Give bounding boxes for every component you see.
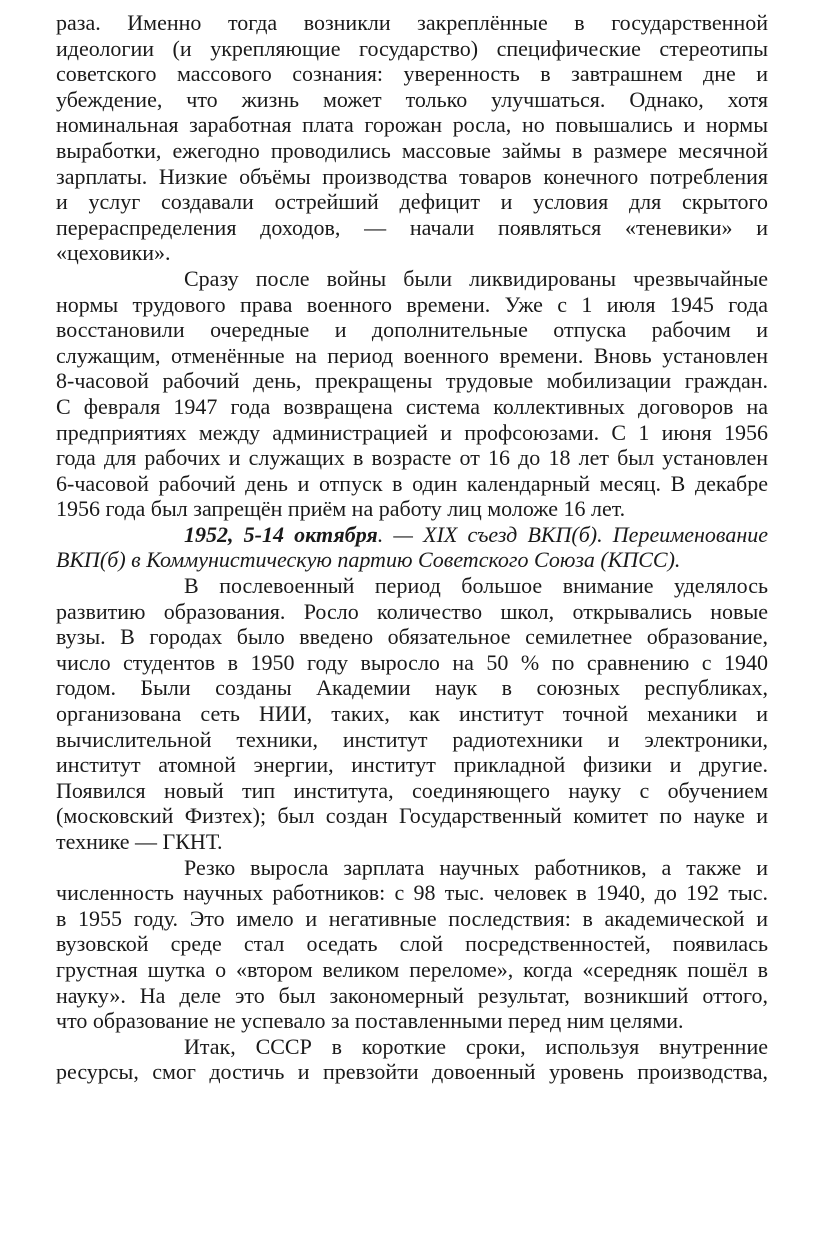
event-line [56,522,768,548]
text-line: зарплаты. Низкие объёмы производства товаров конечного потребления [56,163,768,189]
text-line: организована сеть НИИ, таких, как институт точной механики и [56,701,768,727]
text-line: грустная шутка о «втором великом переломе», когда «середняк пошёл в [56,956,768,982]
text-line: и услуг создавали острейший дефицит и условия для скрытого [56,189,768,215]
text-line: (московский Физтех); был создан Государственный комитет по науке и [56,803,768,829]
text-line: убеждение, что жизнь может только улучшаться. Однако, хотя [56,86,768,112]
text-line: годом. Были созданы Академии наук в союзных республиках, [56,675,768,701]
text-line: восстановили очередные и дополнительные отпуска рабочим и [56,317,768,343]
text-line: С февраля 1947 года возвращена система коллективных договоров на [56,393,768,419]
text-line: Резко выросла зарплата научных работников, а также и [184,854,768,880]
text-line: года для рабочих и служащих в возрасте от 16 до 18 лет был установлен [56,445,768,471]
text-line: Появился новый тип института, соединяющего науку с обучением [56,777,768,803]
text-line: институт атомной энергии, институт прикладной физики и другие. [56,752,768,778]
paragraph-2 [56,266,768,522]
text-line: 1956 года был запрещён приём на работу лиц моложе 16 лет. [56,496,626,522]
text-line: нормы трудового права военного времени. Уже с 1 июля 1945 года [56,291,768,317]
text-line: идеологии (и укрепляющие государство) специфические стереотипы [56,35,768,61]
paragraph-4 [56,573,768,855]
text-line: советского массового сознания: уверенность в завтрашнем дне и [56,61,768,87]
text-line: «цеховики». [56,240,171,266]
paragraph-5 [56,855,768,1034]
text-line: служащим, отменённые на период военного времени. Вновь установлен [56,342,768,368]
text-line: Итак, СССР в короткие сроки, используя внутренние [184,1033,768,1059]
text-line: науку». На деле это был закономерный результат, возникший оттого, [56,982,768,1008]
text-line: развитию образования. Росло количество школ, открывались новые [56,598,768,624]
text-line: численность научных работников: с 98 тыс. человек в 1940, до 192 тыс. [56,880,768,906]
paragraph-1 [56,10,768,266]
text-line: В послевоенный период большое внимание уделялось [184,573,768,599]
text-line: Сразу после войны были ликвидированы чрезвычайные [184,265,768,291]
text-line: 8-часовой рабочий день, прекращены трудовые мобилизации граждан. [56,368,768,394]
text-line: 6-часовой рабочий день и отпуск в один календарный месяц. В декабре [56,470,768,496]
event-paragraph [56,522,768,573]
document-page [56,0,768,1239]
paragraph-6 [56,1034,768,1085]
text-line: предприятиях между администрацией и профсоюзами. С 1 июня 1956 [56,419,768,445]
text-line: вузы. В городах было введено обязательное семилетнее образование, [56,624,768,650]
text-line: что образование не успевало за поставленными перед ним целями. [56,1008,684,1034]
text-line: технике — ГКНТ. [56,829,223,854]
text-line: раза. Именно тогда возникли закреплённые в государственной [56,10,768,35]
text-line: ВКП(б) в Коммунистическую партию Советского Союза (КПСС). [56,547,681,573]
text-line: перераспределения доходов, — начали появляться «теневики» и [56,214,768,240]
text-line: выработки, ежегодно проводились массовые займы в размере месячной [56,137,768,163]
text-line: число студентов в 1950 году выросло на 50 % по сравнению с 1940 [56,649,768,675]
text-line: вузовской среде стал оседать слой посредственностей, появилась [56,931,768,957]
event-date: 1952, 5-14 октября [184,521,378,547]
event-title-start: . — XIX съезд ВКП(б). Переименование [377,521,769,547]
text-line: вычислительной техники, институт радиотехники и электроники, [56,726,768,752]
text-line: в 1955 году. Это имело и негативные последствия: в академической и [56,905,768,931]
text-line: ресурсы, смог достичь и превзойти довоенный уровень производства, [56,1059,768,1085]
text-line: номинальная заработная плата горожан росла, но повышались и нормы [56,112,768,138]
